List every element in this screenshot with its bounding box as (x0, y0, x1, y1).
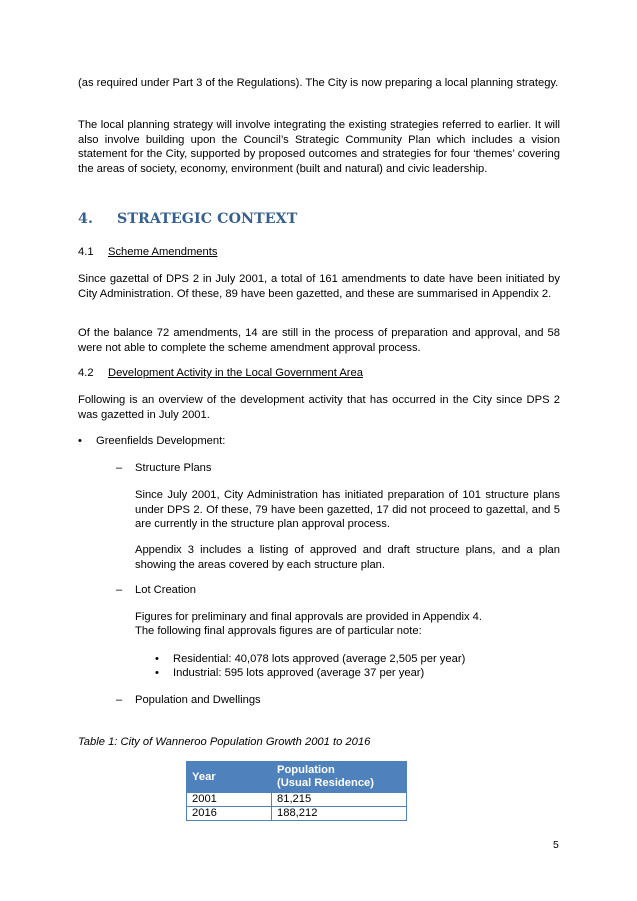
dash-item-lot-creation (116, 583, 560, 598)
header-population-line-1: Population (277, 764, 335, 776)
bullet-text: Greenfields Development: (96, 435, 226, 447)
subsection-heading-4-1 (78, 245, 217, 260)
lot-creation-line-1: Figures for preliminary and final approvals are provided in Appendix 4. (135, 611, 483, 623)
bullet-icon: • (155, 653, 159, 665)
cell-year: 2016 (187, 807, 272, 821)
lot-creation-line-2: The following final approvals figures are of particular note: (135, 625, 422, 637)
scheme-amendments-paragraph-2: Of the balance 72 amendments, 14 are still in the process of preparation and approval, and 58 were not able to complete the scheme amendment approval process. (78, 327, 560, 354)
dash-item-text: Population and Dwellings (135, 694, 261, 706)
scheme-amendments-paragraph-1: Since gazettal of DPS 2 in July 2001, a total of 161 amendments to date have been initiated by City Administration. Of these, 89 have been gazetted, and these are summarised in Appendix 2. (78, 273, 560, 300)
table-row (187, 793, 407, 807)
lot-bullet-industrial (155, 666, 560, 681)
intro-paragraph-2: The local planning strategy will involve integrating the existing strategies referred to earlier. It will also involve building upon the Council’s Strategic Community Plan which includes a vision statement for the City, supported by proposed outcomes and strategies for four ‘themes’ covering the areas of society, economy, environment (built and natural) and civic leadership. (78, 119, 560, 175)
dash-item-population (116, 693, 560, 708)
lot-bullet-residential (155, 652, 560, 667)
cell-population: 81,215 (272, 793, 407, 807)
table-caption: Table 1: City of Wanneroo Population Growth 2001 to 2016 (78, 736, 371, 748)
table-header-row (187, 762, 407, 793)
header-year: Year (187, 762, 272, 793)
dash-icon: – (116, 462, 123, 474)
header-population (272, 762, 407, 793)
subsection-number: 4.1 (78, 246, 94, 258)
subsection-heading-4-2 (78, 366, 363, 381)
cell-year: 2001 (187, 793, 272, 807)
section-title: STRATEGIC CONTEXT (117, 211, 298, 227)
bullet-item (78, 434, 560, 449)
section-number: 4. (78, 211, 94, 227)
subsection-title: Development Activity in the Local Government Area (108, 367, 363, 379)
section-heading-strategic-context (78, 211, 297, 227)
bullet-text: Industrial: 595 lots approved (average 37 per year) (173, 667, 425, 679)
cell-population: 188,212 (272, 807, 407, 821)
structure-plans-paragraph-1: Since July 2001, City Administration has initiated preparation of 101 structure plans under DPS 2. Of these, 79 have been gazetted, 17 did not proceed to gazettal, and 5 are currently in the structure plan approval process. (135, 489, 560, 531)
subsection-title: Scheme Amendments (108, 246, 218, 258)
table-row (187, 807, 407, 821)
bullet-icon: • (155, 667, 159, 679)
intro-paragraph-1: (as required under Part 3 of the Regulations). The City is now preparing a local planning strategy. (78, 77, 559, 89)
development-activity-paragraph: Following is an overview of the development activity that has occurred in the City since DPS 2 was gazetted in July 2001. (78, 394, 560, 421)
dash-item-structure-plans (116, 461, 560, 476)
dash-icon: – (116, 584, 123, 596)
dash-item-text: Lot Creation (135, 584, 196, 596)
structure-plans-paragraph-2: Appendix 3 includes a listing of approved and draft structure plans, and a plan showing the areas covered by each structure plan. (135, 544, 560, 571)
page-number: 5 (553, 839, 559, 851)
dash-icon: – (116, 694, 123, 706)
bullet-text: Residential: 40,078 lots approved (average 2,505 per year) (173, 653, 466, 665)
subsection-number: 4.2 (78, 367, 94, 379)
dash-item-text: Structure Plans (135, 462, 212, 474)
header-population-line-2: (Usual Residence) (277, 777, 374, 789)
bullet-icon: • (78, 435, 82, 447)
population-table (186, 761, 407, 821)
